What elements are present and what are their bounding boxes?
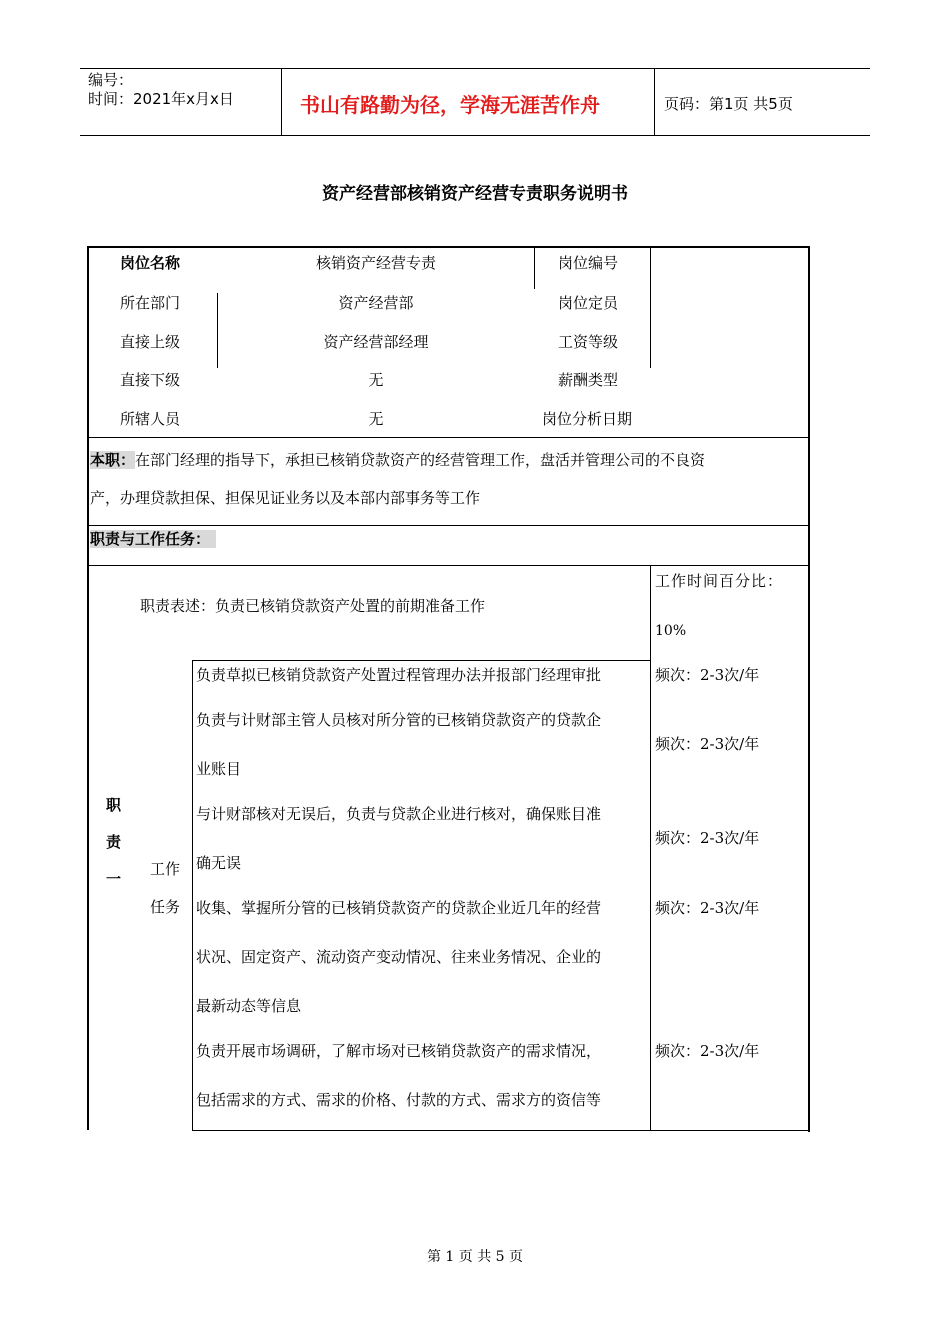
task-5-line-2: 包括需求的方式、需求的价格、付款的方式、需求方的资信等	[196, 1091, 602, 1109]
position-name-value: 核销资产经营专责	[315, 254, 436, 272]
headcount-label: 岗位定员	[558, 294, 619, 312]
position-code-label: 岗位编号	[558, 254, 619, 272]
document-title: 资产经营部核销资产经营专责职务说明书	[322, 184, 628, 204]
superior-label: 直接上级	[120, 333, 181, 351]
task-1-line-1: 负责草拟已核销贷款资产处置过程管理办法并报部门经理审批	[196, 666, 602, 684]
task-3-frequency: 频次：2-3次/年	[655, 829, 760, 847]
doc-time-label: 时间：2021年x月x日	[88, 90, 234, 108]
staff-value: 无	[368, 410, 384, 428]
task-2-line-2: 业账目	[196, 760, 242, 778]
task-4-line-1: 收集、掌握所分管的已核销贷款资产的贷款企业近几年的经营	[196, 899, 602, 917]
page-footer: 第 1 页 共 5 页	[426, 1249, 524, 1265]
department-label: 所在部门	[120, 294, 181, 312]
department-value: 资产经营部	[338, 294, 414, 312]
analysis-date-label: 岗位分析日期	[542, 410, 633, 428]
resp-side-char-3: 一	[106, 870, 122, 888]
task-1-frequency: 频次：2-3次/年	[655, 666, 760, 684]
task-4-line-2: 状况、固定资产、流动资产变动情况、往来业务情况、企业的	[196, 948, 602, 966]
task-2-line-1: 负责与计财部主管人员核对所分管的已核销贷款资产的贷款企	[196, 711, 602, 729]
subordinate-label: 直接下级	[120, 371, 181, 389]
task-5-frequency: 频次：2-3次/年	[655, 1042, 760, 1060]
task-5-line-1: 负责开展市场调研，了解市场对已核销贷款资产的需求情况，	[196, 1042, 602, 1060]
header-page-info: 页码：第1页 共5页	[664, 95, 793, 113]
time-percent-value: 10%	[655, 623, 687, 639]
work-task-label-2: 任务	[150, 898, 181, 916]
superior-value: 资产经营部经理	[323, 333, 429, 351]
task-4-line-3: 最新动态等信息	[196, 997, 302, 1015]
duty-text-1: 在部门经理的指导下，承担已核销贷款资产的经营管理工作，盘活并管理公司的不良资	[135, 451, 706, 469]
subordinate-value: 无	[368, 371, 384, 389]
staff-label: 所辖人员	[120, 410, 181, 428]
tasks-header: 职责与工作任务：	[90, 530, 216, 548]
time-percent-label: 工作时间百分比：	[655, 572, 784, 590]
duty-line-2: 产，办理贷款担保、担保见证业务以及本部内部事务等工作	[90, 489, 481, 507]
task-3-line-2: 确无误	[196, 854, 242, 872]
work-task-label-1: 工作	[150, 860, 181, 878]
duty-label: 本职：	[90, 451, 136, 469]
duty-line-1	[90, 451, 705, 469]
position-name-label: 岗位名称	[120, 254, 181, 272]
pay-type-label: 薪酬类型	[558, 371, 619, 389]
resp-side-char-1: 职	[106, 796, 122, 814]
doc-number-label: 编号：	[88, 71, 134, 89]
task-4-frequency: 频次：2-3次/年	[655, 899, 760, 917]
task-3-line-1: 与计财部核对无误后，负责与贷款企业进行核对，确保账目准	[196, 805, 602, 823]
motto-text: 书山有路勤为径，学海无涯苦作舟	[300, 93, 600, 117]
resp-side-char-2: 责	[106, 833, 122, 851]
salary-grade-label: 工资等级	[558, 333, 619, 351]
responsibility-statement: 职责表述：负责已核销贷款资产处置的前期准备工作	[140, 597, 486, 615]
task-2-frequency: 频次：2-3次/年	[655, 735, 760, 753]
